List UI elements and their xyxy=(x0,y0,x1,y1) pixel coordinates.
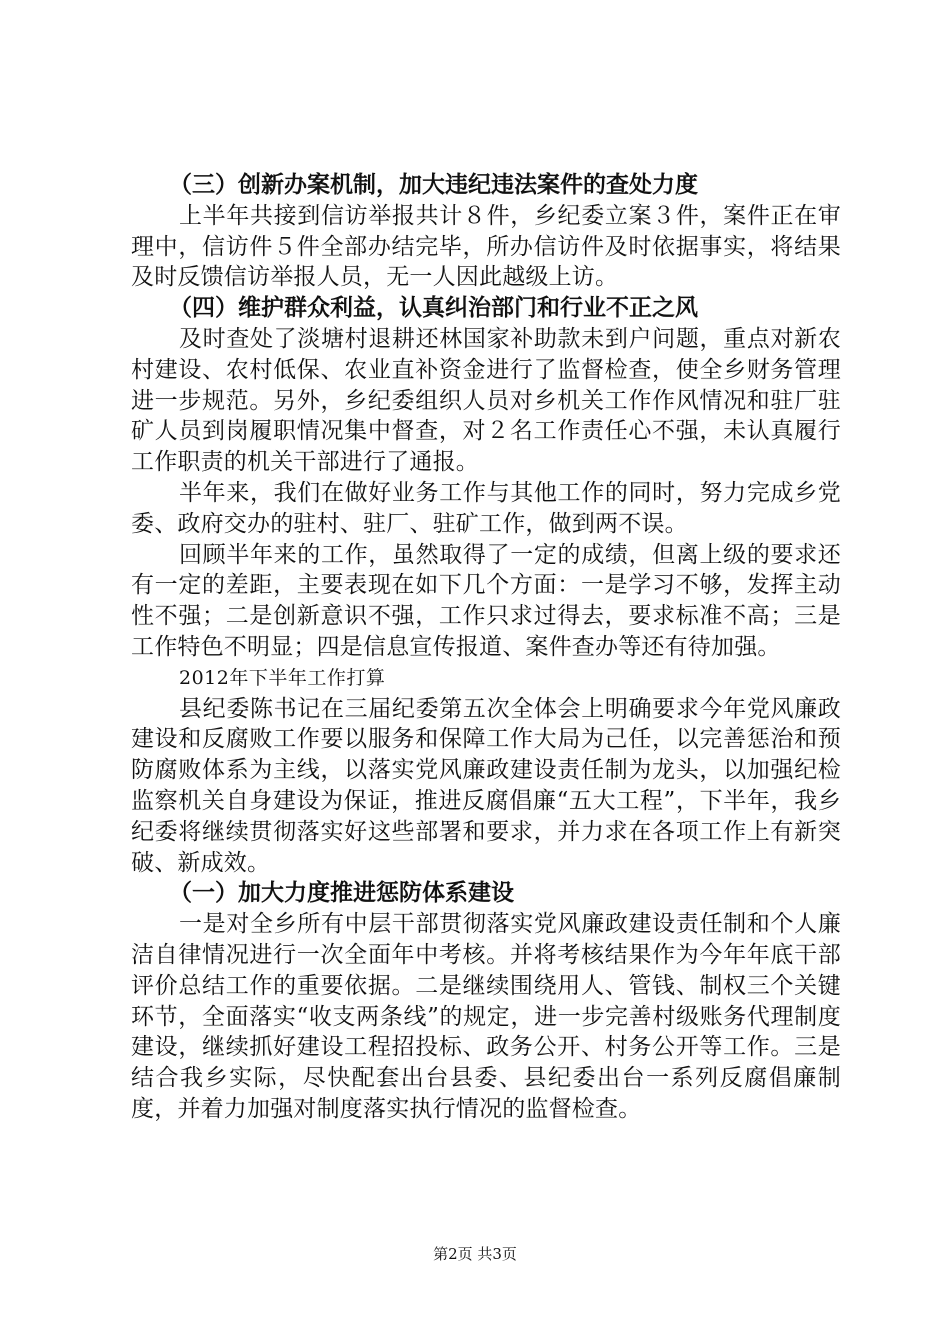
section-heading-4: （四）维护群众利益，认真纠治部门和行业不正之风 xyxy=(169,295,698,322)
document-body xyxy=(131,170,841,1125)
paragraph: 及时查处了淡塘村退耕还林国家补助款未到户问题，重点对新农村建设、农村低保、农业直补资金进行了监督检查，使全乡财务管理进一步规范。另外，乡纪委组织人员对乡机关工作作风情况和驻厂驻矿人员到岗履职情况集中督查，对２名工作责任心不强，未认真履行工作职责的机关干部进行了通报。 xyxy=(131,325,841,476)
paragraph: 回顾半年来的工作，虽然取得了一定的成绩，但离上级的要求还有一定的差距，主要表现在如下几个方面：一是学习不够，发挥主动性不强；二是创新意识不强，工作只求过得去，要求标准不高；三是工作特色不明显；四是信息宣传报道、案件查办等还有待加强。 xyxy=(131,541,841,660)
section-heading-3: （三）创新办案机制，加大违纪违法案件的查处力度 xyxy=(169,172,698,198)
paragraph: 上半年共接到信访举报共计８件，乡纪委立案３件，案件正在审理中，信访件５件全部办结完毕，所办信访件及时依据事实，将结果及时反馈信访举报人员，无一人因此越级上访。 xyxy=(131,202,841,291)
plan-title: 2012年下半年工作打算 xyxy=(179,666,386,689)
paragraph: 县纪委陈书记在三届纪委第五次全体会上明确要求今年党风廉政建设和反腐败工作要以服务和保障工作大局为己任，以完善惩治和预防腐败体系为主线，以落实党风廉政建设责任制为龙头，以加强纪检监察机关自身建设为保证，推进反腐倡廉“五大工程”，下半年，我乡纪委将继续贯彻落实好这些部署和要求，并力求在各项工作上有新突破、新成效。 xyxy=(131,695,841,876)
section-heading-1: （一）加大力度推进惩防体系建设 xyxy=(169,880,514,907)
paragraph: 一是对全乡所有中层干部贯彻落实党风廉政建设责任制和个人廉洁自律情况进行一次全面年中考核。并将考核结果作为今年年底干部评价总结工作的重要依据。二是继续围绕用人、管钱、制权三个关键环节，全面落实“收支两条线”的规定，进一步完善村级账务代理制度建设，继续抓好建设工程招投标、政务公开、村务公开等工作。三是结合我乡实际，尽快配套出台县委、县纪委出台一系列反腐倡廉制度，并着力加强对制度落实执行情况的监督检查。 xyxy=(131,911,841,1122)
page-footer: 第2页 共3页 xyxy=(433,1245,517,1263)
paragraph: 半年来，我们在做好业务工作与其他工作的同时，努力完成乡党委、政府交办的驻村、驻厂、驻矿工作，做到两不误。 xyxy=(131,479,841,537)
